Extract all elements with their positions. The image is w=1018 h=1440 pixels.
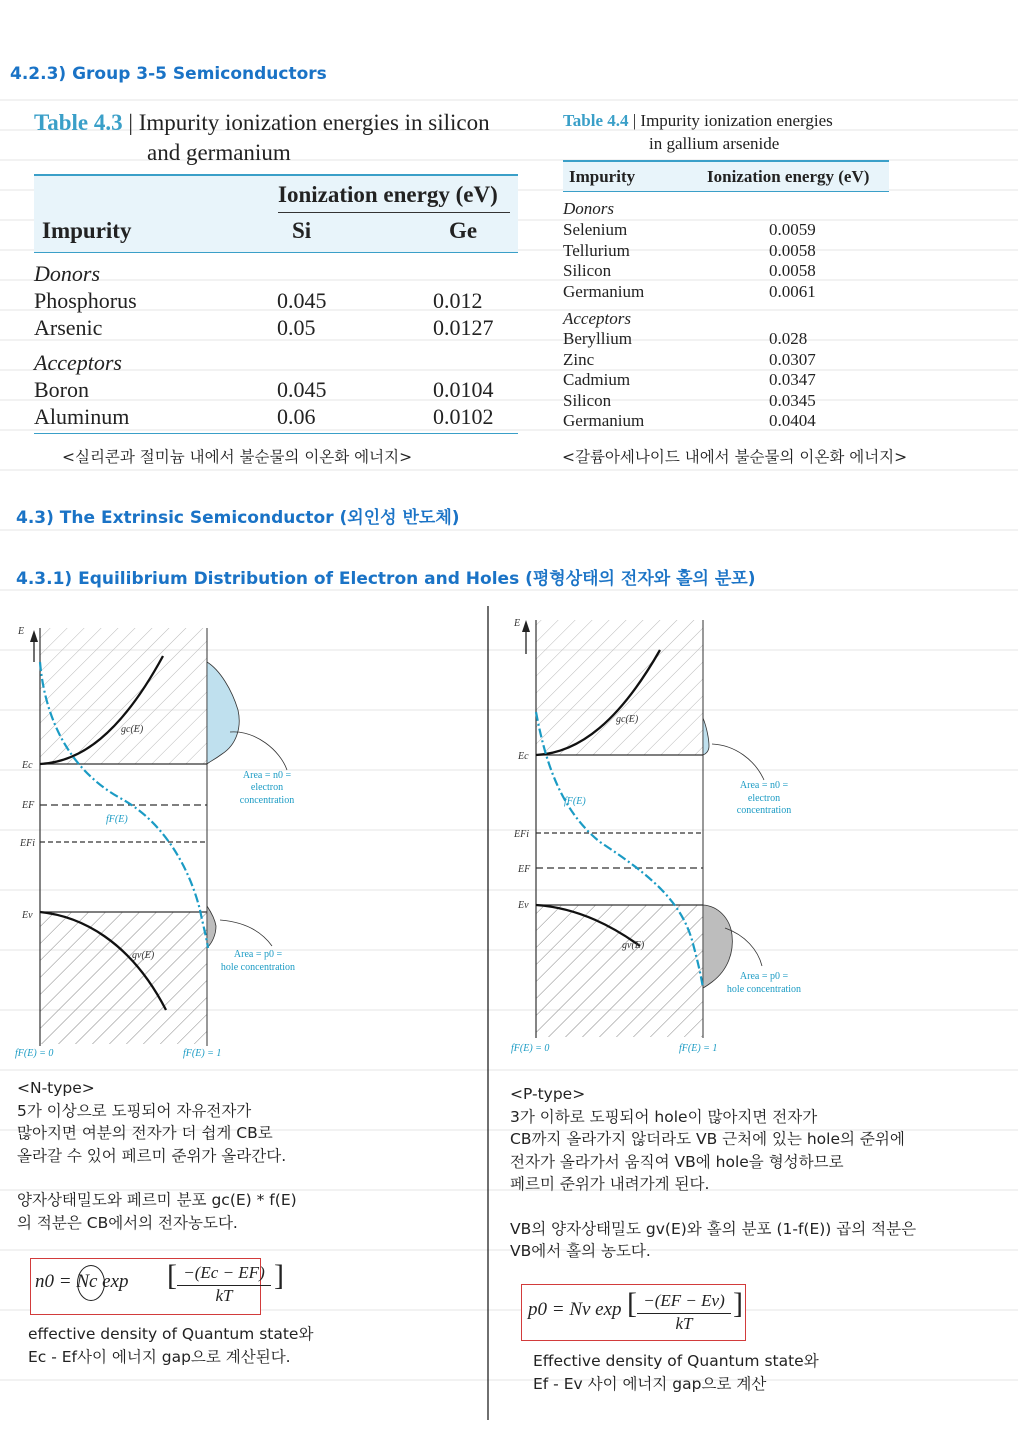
table-row-value: 0.0058 [769, 261, 816, 280]
p-type-note-line: VB에서 홀의 농도다. [510, 1242, 651, 1260]
label-area-p-line2: hole concentration [726, 984, 802, 995]
nc-circle-annotation [77, 1265, 105, 1301]
p0-formula-denominator: kT [675, 1314, 693, 1333]
table-row-name: Silicon [563, 261, 612, 280]
table-row-si: 0.06 [277, 404, 316, 429]
p-type-notes [510, 1083, 1010, 1263]
table-row-name: Germanium [563, 411, 645, 430]
p0-formula-numerator: −(EF − Ev) [643, 1291, 725, 1310]
n-type-band-diagram [0, 610, 320, 1070]
table-4-3 [34, 108, 524, 434]
table-header [563, 160, 889, 192]
table-row-value: 0.028 [769, 329, 808, 348]
n-type-effective-density-note [28, 1323, 468, 1368]
p-type-note-line: Effective density of Quantum state와 [533, 1352, 819, 1370]
table-body [34, 253, 518, 434]
header-underline [278, 212, 510, 213]
header-ionization-energy: Ionization energy (eV) [707, 167, 870, 186]
spacer [510, 1196, 1010, 1218]
p-type-band-diagram [500, 610, 820, 1070]
label-e: E [514, 618, 521, 629]
n-type-note-line: 올라갈 수 있어 페르미 준위가 올라간다. [17, 1146, 287, 1165]
p0-formula-box [521, 1284, 746, 1341]
p-type-note-line: CB까지 올라가지 않더라도 VB 근처에 있는 hole의 준위에 [510, 1130, 905, 1148]
n-type-note-line: 많아지면 여분의 전자가 더 쉽게 CB로 [17, 1124, 273, 1142]
label-e: E [18, 626, 25, 637]
n0-formula-lhs: n0 = Nc exp [35, 1271, 129, 1292]
n0-formula-denominator: kT [215, 1286, 233, 1305]
section-heading-4-3: 4.3) The Extrinsic Semiconductor (외인성 반도체) [16, 508, 460, 528]
header-ionization-energy: Ionization energy (eV) [278, 182, 498, 207]
leader-line [712, 744, 764, 780]
table-row-ge: 0.0104 [433, 377, 494, 402]
table-title-line1: Impurity ionization energies [640, 111, 833, 130]
table-caption-separator: | [632, 111, 637, 130]
table-row-si: 0.05 [277, 315, 316, 340]
table-4-4-korean-caption: <갈륨아세나이드 내에서 불순물의 이온화 에너지> [562, 448, 908, 466]
table-row-name: Tellurium [563, 241, 630, 260]
n-type-note-line: 양자상태밀도와 페르미 분포 gc(E) * f(E) [17, 1191, 297, 1209]
acceptors-label: Acceptors [563, 309, 631, 328]
leader-line [220, 920, 272, 946]
label-area-n-line3: concentration [239, 795, 295, 806]
bracket-left: [ [627, 1287, 637, 1320]
label-efi: EFi [514, 829, 529, 840]
table-4-4 [563, 109, 893, 437]
table-row-name: Selenium [563, 220, 628, 239]
n-type-note-line: 의 적분은 CB에서의 전자농도다. [17, 1213, 238, 1232]
table-row-name: Arsenic [34, 315, 103, 340]
p-type-title: <P-type> [510, 1085, 586, 1103]
leader-line [230, 732, 287, 770]
bracket-right: ] [733, 1287, 743, 1320]
table-4-4-caption [563, 109, 893, 155]
label-ef: EF [518, 864, 531, 875]
electron-concentration-area [703, 718, 709, 755]
table-row-value: 0.0347 [769, 370, 816, 389]
table-number: Table 4.3 [34, 110, 123, 135]
p-type-note-line: 전자가 올라가서 움직여 VB에 hole을 형성하므로 [510, 1152, 844, 1171]
hole-concentration-area [207, 906, 216, 948]
electron-concentration-area [207, 662, 239, 764]
table-title-line1: Impurity ionization energies in silicon [138, 110, 490, 135]
label-ff: fF(E) [564, 796, 586, 807]
label-area-n-line1: Area = n0 = [242, 770, 292, 781]
table-number: Table 4.4 [563, 111, 629, 130]
table-row-ge: 0.012 [433, 288, 483, 313]
table-header [34, 174, 518, 253]
label-f1: fF(E) = 1 [679, 1043, 718, 1054]
table-row-value: 0.0345 [769, 391, 816, 410]
n-type-note-line: Ec - Ef사이 에너지 gap으로 계산된다. [28, 1347, 291, 1366]
table-row-name: Boron [34, 377, 89, 402]
table-row-ge: 0.0127 [433, 315, 494, 340]
label-ec: Ec [518, 751, 529, 762]
label-area-n-line3: concentration [736, 805, 792, 816]
table-row-value: 0.0404 [769, 411, 816, 430]
label-gc: gc(E) [616, 714, 639, 725]
n0-formula-numerator: −(Ec − EF) [183, 1263, 265, 1282]
p-type-note-line: 페르미 준위가 내려가게 된다. [510, 1175, 710, 1193]
table-caption-separator: | [128, 110, 133, 135]
label-area-n-line2: electron [250, 782, 284, 793]
table-title-line2: in gallium arsenide [649, 134, 780, 153]
table-row-name: Silicon [563, 391, 612, 410]
table-row-ge: 0.0102 [433, 404, 494, 429]
table-row-value: 0.0307 [769, 350, 816, 369]
table-title-line2: and germanium [147, 140, 291, 165]
p0-formula-lhs: p0 = Nv exp [528, 1299, 622, 1320]
n0-formula-box [30, 1258, 284, 1315]
label-efi: EFi [20, 838, 35, 849]
label-ef: EF [22, 800, 35, 811]
n-type-note-line: effective density of Quantum state와 [28, 1325, 314, 1343]
bracket-left: [ [167, 1259, 177, 1292]
conduction-band-region [536, 620, 703, 755]
hole-concentration-area [703, 905, 732, 988]
header-impurity: Impurity [569, 167, 636, 186]
label-area-p-line1: Area = p0 = [739, 971, 789, 982]
label-ev: Ev [518, 900, 529, 911]
n-type-note-line: 5가 이상으로 도핑되어 자유전자가 [17, 1101, 252, 1120]
label-f0: fF(E) = 0 [511, 1043, 550, 1054]
table-row-name: Phosphorus [34, 288, 137, 313]
table-4-3-caption [34, 108, 524, 168]
header-ge: Ge [449, 218, 478, 243]
table-4-3-korean-caption: <실리콘과 절미늄 내에서 불순물의 이온화 에너지> [62, 448, 413, 466]
label-area-p-line2: hole concentration [220, 962, 296, 973]
table-row-name: Aluminum [34, 404, 130, 429]
p-type-effective-density-note [533, 1350, 993, 1395]
label-ff: fF(E) [106, 814, 128, 825]
table-row-value: 0.0059 [769, 220, 816, 239]
table-row-name: Beryllium [563, 329, 632, 348]
label-area-n-line1: Area = n0 = [739, 780, 789, 791]
valence-band-region [40, 912, 207, 1044]
table-row-si: 0.045 [277, 377, 327, 402]
n-type-title: <N-type> [17, 1079, 95, 1097]
table-row-value: 0.0058 [769, 241, 816, 260]
label-ev: Ev [22, 910, 33, 921]
table-row-name: Cadmium [563, 370, 631, 389]
label-f1: fF(E) = 1 [183, 1048, 222, 1059]
section-heading-4-2-3: 4.2.3) Group 3-5 Semiconductors [10, 64, 327, 84]
table-row-name: Zinc [563, 350, 595, 369]
bracket-right: ] [274, 1259, 284, 1292]
p-type-note-line: Ef - Ev 사이 에너지 gap으로 계산 [533, 1374, 767, 1393]
label-f0: fF(E) = 0 [15, 1048, 54, 1059]
donors-label: Donors [34, 261, 101, 286]
n-type-notes [17, 1077, 477, 1234]
table-row-value: 0.0061 [769, 282, 816, 301]
table-row-name: Germanium [563, 282, 645, 301]
section-heading-4-3-1: 4.3.1) Equilibrium Distribution of Electron and Holes (평형상태의 전자와 홀의 분포) [16, 569, 756, 589]
spacer [17, 1167, 477, 1189]
label-area-n-line2: electron [747, 793, 781, 804]
label-gc: gc(E) [121, 724, 144, 735]
acceptors-label: Acceptors [34, 350, 122, 375]
p-type-note-line: VB의 양자상태밀도 gv(E)와 홀의 분포 (1-f(E)) 곱의 적분은 [510, 1219, 917, 1238]
label-gv: gv(E) [622, 940, 645, 951]
valence-band-region [536, 905, 703, 1037]
header-si: Si [292, 218, 312, 243]
header-impurity: Impurity [42, 218, 132, 243]
p-type-note-line: 3가 이하로 도핑되어 hole이 많아지면 전자가 [510, 1107, 818, 1126]
table-body [563, 192, 889, 437]
label-area-p-line1: Area = p0 = [233, 949, 283, 960]
donors-label: Donors [563, 199, 615, 218]
label-ec: Ec [22, 760, 33, 771]
label-gv: gv(E) [132, 950, 155, 961]
table-row-si: 0.045 [277, 288, 327, 313]
